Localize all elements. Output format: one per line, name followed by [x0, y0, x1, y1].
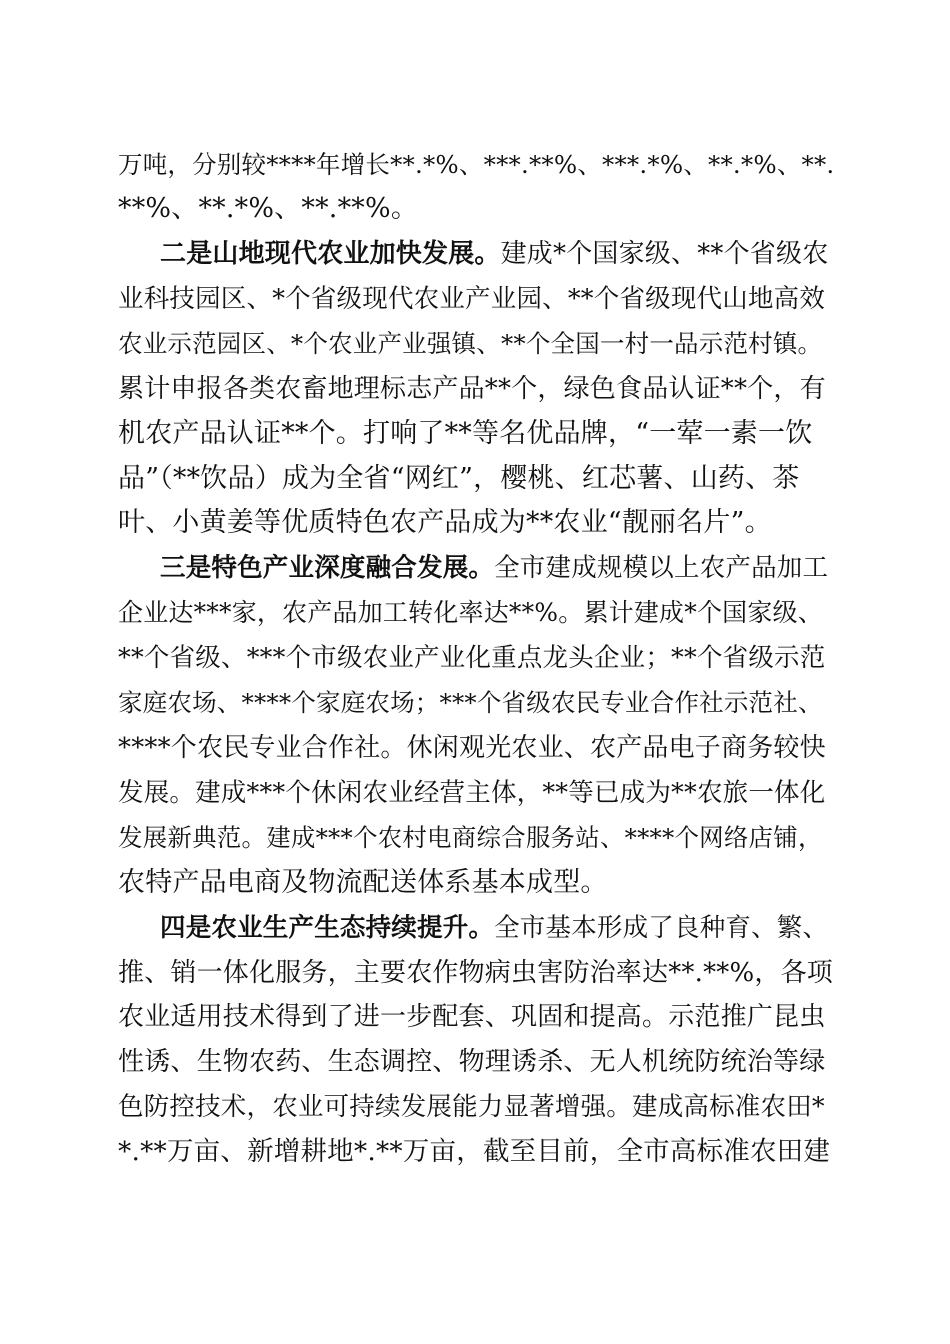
paragraph-3-lead: 三是特色产业深度融合发展。 [160, 553, 495, 583]
paragraph-2-line-3: 农业示范园区、*个农业产业强镇、**个全国一村一品示范村镇。 [118, 329, 823, 358]
paragraph-4-lead: 四是农业生产生态持续提升。 [160, 913, 495, 943]
paragraph-1-line-1: 万吨，分别较****年增长**.*%、***.**%、***.*%、**.*%、**. [118, 150, 835, 179]
paragraph-3-line-2: 企业达***家，农产品加工转化率达**%。累计建成*个国家级、 [118, 598, 823, 627]
paragraph-2-line-1-text: 建成*个国家级、**个省级农 [500, 239, 829, 269]
paragraph-1-line-2: **%、**.*%、**.**%。 [118, 193, 419, 224]
paragraph-4-line-4: 性诱、生物农药、生态调控、物理诱杀、无人机统防统治等绿 [118, 1047, 826, 1077]
paragraph-3-line-7: 发展新典范。建成***个农村电商综合服务站、****个网络店铺， [118, 823, 823, 852]
paragraph-3-line-3: **个省级、***个市级农业产业化重点龙头企业；**个省级示范 [118, 643, 826, 673]
paragraph-4-line-3: 农业适用技术得到了进一步配套、巩固和提高。示范推广昆虫 [118, 1002, 826, 1032]
paragraph-2-line-6: 品”（**饮品）成为全省“网红”，樱桃、红芯薯、山药、茶 [118, 463, 800, 494]
paragraph-3-line-4: 家庭农场、****个家庭农场；***个省级农民专业合作社示范社、 [118, 688, 823, 717]
paragraph-4-line-5: 色防控技术，农业可持续发展能力显著增强。建成高标准农田* [118, 1092, 825, 1122]
paragraph-4-line-2: 推、销一体化服务，主要农作物病虫害防治率达**.**%，各项 [118, 958, 833, 988]
paragraph-4-line-1-text: 全市基本形成了良种育、繁、 [494, 913, 829, 943]
paragraph-2-line-4: 累计申报各类农畜地理标志产品**个，绿色食品认证**个，有 [118, 374, 826, 404]
paragraph-3-line-6: 发展。建成***个休闲农业经营主体，**等已成为**农旅一体化 [118, 778, 826, 808]
paragraph-3-line-1 [160, 550, 834, 586]
paragraph-2-line-1 [160, 236, 834, 272]
paragraph-3-line-8: 农特产品电商及物流配送体系基本成型。 [118, 867, 608, 898]
paragraph-3-line-1-text: 全市建成规模以上农产品加工 [494, 553, 829, 583]
paragraph-4-line-1 [160, 910, 834, 946]
paragraph-2-line-7: 叶、小黄姜等优质特色农产品成为**农业“靓丽名片”。 [118, 507, 772, 538]
paragraph-2-line-5: 机农产品认证**个。打响了**等名优品牌，“一荤一素一饮 [118, 418, 813, 449]
paragraph-2-line-2: 业科技园区、*个省级现代农业产业园、**个省级现代山地高效 [118, 284, 826, 314]
paragraph-4-line-6: *.**万亩、新增耕地*.**万亩，截至目前，全市高标准农田建 [118, 1136, 831, 1167]
paragraph-2-lead: 二是山地现代农业加快发展。 [160, 239, 501, 269]
paragraph-3-line-5: ****个农民专业合作社。休闲观光农业、农产品电子商务较快 [118, 733, 826, 763]
